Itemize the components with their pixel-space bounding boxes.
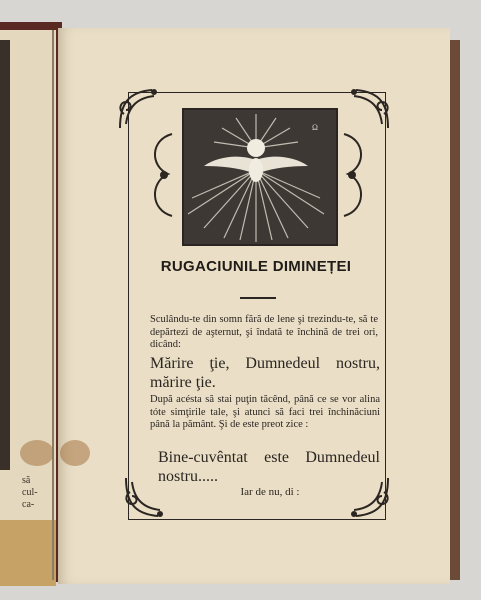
title-rule	[240, 297, 276, 299]
stain	[60, 440, 90, 466]
left-fragment-line: ca-	[22, 499, 35, 510]
page-title: RUGACIUNILE DIMINEȚEI	[160, 258, 352, 275]
svg-text:Ω: Ω	[312, 123, 318, 132]
spine-line	[52, 30, 54, 580]
prayer-instruction: Sculându-te din somn fără de lene şi trezindu-te, să te depărtezi de aşternut, şi îndată te închină de trei ori, dicând:	[150, 314, 378, 350]
holy-spirit-dove-icon	[182, 108, 338, 246]
prayer-verse: Bine-cuvêntat este Dumnedeul nostru.....	[158, 449, 380, 485]
left-page-text-fragment	[22, 475, 56, 511]
prayer-instruction: După acésta să stai puţin tăcênd, până ce se vor alina tóte simţirile tale, şi atunci să faci trei închinăciuni până la pământ. Şi de este preot zice :	[150, 394, 380, 430]
left-fragment-line: să	[22, 475, 31, 486]
prayer-instruction: Iar de nu, di :	[240, 486, 300, 498]
corner-ornament-top-right	[344, 84, 394, 134]
side-ornament-right	[334, 130, 374, 220]
prayer-verse: Mărire ţie, Dumnedeul nostru, mărire ţie.	[150, 355, 380, 391]
left-page-illustration-edge	[0, 40, 10, 470]
left-fragment-line: cul-	[22, 487, 38, 498]
right-page-edge	[450, 40, 460, 580]
corner-ornament-top-left	[114, 84, 164, 134]
left-page-bottom-edge	[0, 520, 56, 586]
side-ornament-left	[142, 130, 182, 220]
stain	[20, 440, 54, 466]
